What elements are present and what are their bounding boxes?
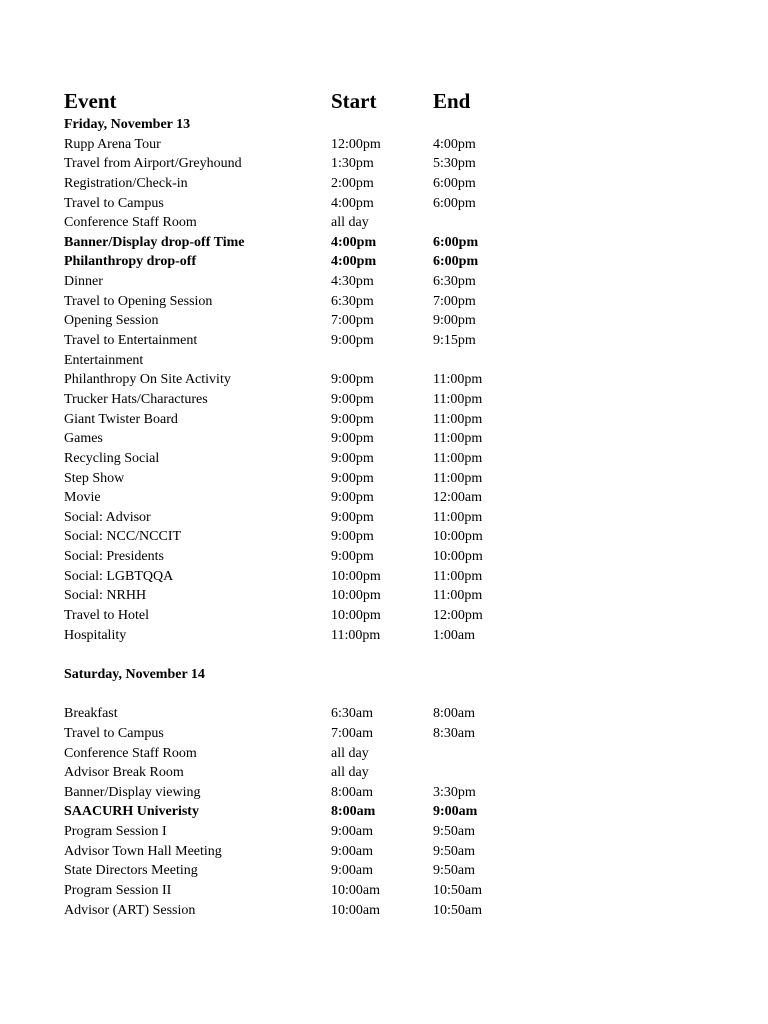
end-time-cell: 10:50am — [433, 882, 482, 898]
event-cell: Step Show — [64, 470, 125, 486]
end-time-cell: 10:00pm — [433, 549, 483, 565]
start-time-cell: all day — [331, 765, 369, 781]
event-cell: Dinner — [64, 274, 103, 290]
event-cell: Saturday, November 14 — [64, 666, 205, 682]
start-time-cell: 9:00am — [331, 843, 373, 859]
end-time-cell: 9:50am — [433, 843, 475, 859]
schedule-row — [0, 390, 768, 410]
end-time-cell: 1:00am — [433, 627, 475, 643]
schedule-row — [0, 252, 768, 272]
schedule-header — [0, 86, 768, 116]
end-time-cell: 9:50am — [433, 824, 475, 840]
schedule-row — [0, 802, 768, 822]
blank-row — [0, 645, 768, 665]
start-time-cell: 10:00pm — [331, 588, 381, 604]
end-time-cell: 9:00am — [433, 804, 478, 820]
schedule-row — [0, 135, 768, 155]
end-time-cell: 9:50am — [433, 863, 475, 879]
event-cell: Social: NCC/NCCIT — [64, 529, 182, 545]
start-time-cell: 9:00pm — [331, 372, 374, 388]
end-time-cell: 8:30am — [433, 725, 475, 741]
start-time-cell: 4:30pm — [331, 274, 374, 290]
event-cell: Conference Staff Room — [64, 745, 197, 761]
event-cell: Travel to Campus — [64, 725, 164, 741]
end-time-cell: 5:30pm — [433, 156, 476, 172]
event-cell: SAACURH Univeristy — [64, 804, 199, 820]
end-time-cell: 12:00am — [433, 490, 482, 506]
start-time-cell: 9:00pm — [331, 549, 374, 565]
event-cell: Philanthropy On Site Activity — [64, 372, 231, 388]
schedule-row — [0, 842, 768, 862]
schedule-row — [0, 213, 768, 233]
schedule-row — [0, 626, 768, 646]
end-time-cell: 11:00pm — [433, 391, 483, 407]
schedule-row — [0, 331, 768, 351]
end-time-cell: 4:00pm — [433, 136, 476, 152]
start-column-header: Start — [331, 89, 377, 113]
end-time-cell: 6:00pm — [433, 254, 479, 270]
event-cell: Program Session I — [64, 824, 167, 840]
schedule-row — [0, 233, 768, 253]
event-cell: Social: LGBTQQA — [64, 568, 174, 584]
blank-row — [0, 685, 768, 705]
schedule-row — [0, 901, 768, 921]
event-cell: Movie — [64, 490, 101, 506]
event-cell: Breakfast — [64, 706, 118, 722]
section-heading-row — [0, 115, 768, 135]
start-time-cell: 10:00pm — [331, 568, 381, 584]
event-cell: Social: Advisor — [64, 509, 151, 525]
event-cell: Advisor Break Room — [64, 765, 184, 781]
start-time-cell: 4:00pm — [331, 195, 374, 211]
end-time-cell: 11:00pm — [433, 450, 483, 466]
end-time-cell: 10:50am — [433, 902, 482, 918]
start-time-cell: 12:00pm — [331, 136, 381, 152]
start-time-cell: 9:00pm — [331, 391, 374, 407]
event-cell: Travel to Entertainment — [64, 333, 198, 349]
schedule-row — [0, 881, 768, 901]
start-time-cell: 10:00pm — [331, 608, 381, 624]
start-time-cell: 9:00pm — [331, 333, 374, 349]
end-time-cell: 6:00pm — [433, 175, 476, 191]
start-time-cell: 9:00pm — [331, 411, 374, 427]
event-cell: Hospitality — [64, 627, 127, 643]
start-time-cell: 6:30am — [331, 706, 373, 722]
schedule-table — [0, 115, 768, 920]
event-cell: Recycling Social — [64, 450, 160, 466]
event-cell: Conference Staff Room — [64, 215, 197, 231]
schedule-row — [0, 469, 768, 489]
schedule-row — [0, 154, 768, 174]
start-time-cell: 8:00am — [331, 784, 373, 800]
end-time-cell: 6:00pm — [433, 195, 476, 211]
schedule-row — [0, 547, 768, 567]
start-time-cell: all day — [331, 745, 369, 761]
event-cell: Travel from Airport/Greyhound — [64, 156, 242, 172]
end-time-cell: 8:00am — [433, 706, 475, 722]
schedule-row — [0, 370, 768, 390]
end-time-cell: 11:00pm — [433, 470, 483, 486]
event-cell: Banner/Display drop-off Time — [64, 234, 245, 250]
start-time-cell: 9:00pm — [331, 431, 374, 447]
schedule-row — [0, 508, 768, 528]
event-cell: Travel to Campus — [64, 195, 164, 211]
event-cell: State Directors Meeting — [64, 863, 198, 879]
event-cell: Trucker Hats/Charactures — [64, 391, 208, 407]
event-cell: Social: NRHH — [64, 588, 147, 604]
event-cell: Social: Presidents — [64, 549, 164, 565]
end-time-cell: 11:00pm — [433, 568, 483, 584]
schedule-row — [0, 174, 768, 194]
end-time-cell: 12:00pm — [433, 608, 483, 624]
start-time-cell: 4:00pm — [331, 254, 377, 270]
event-cell: Program Session II — [64, 882, 172, 898]
event-cell: Advisor Town Hall Meeting — [64, 843, 222, 859]
schedule-row — [0, 527, 768, 547]
end-time-cell: 9:00pm — [433, 313, 476, 329]
end-time-cell: 11:00pm — [433, 411, 483, 427]
schedule-row — [0, 606, 768, 626]
schedule-row — [0, 822, 768, 842]
schedule-row — [0, 194, 768, 214]
end-time-cell: 10:00pm — [433, 529, 483, 545]
schedule-row — [0, 744, 768, 764]
event-cell: Giant Twister Board — [64, 411, 178, 427]
start-time-cell: 11:00pm — [331, 627, 381, 643]
event-cell: Advisor (ART) Session — [64, 902, 196, 918]
schedule-row — [0, 272, 768, 292]
schedule-row — [0, 724, 768, 744]
end-time-cell: 9:15pm — [433, 333, 476, 349]
start-time-cell: 9:00pm — [331, 490, 374, 506]
end-time-cell: 7:00pm — [433, 293, 476, 309]
event-cell: Travel to Opening Session — [64, 293, 213, 309]
start-time-cell: 1:30pm — [331, 156, 374, 172]
start-time-cell: 9:00pm — [331, 509, 374, 525]
section-heading-row — [0, 665, 768, 685]
start-time-cell: 9:00am — [331, 863, 373, 879]
schedule-row — [0, 586, 768, 606]
event-cell: Rupp Arena Tour — [64, 136, 161, 152]
schedule-row — [0, 763, 768, 783]
start-time-cell: all day — [331, 215, 369, 231]
end-time-cell: 3:30pm — [433, 784, 476, 800]
end-time-cell: 11:00pm — [433, 431, 483, 447]
schedule-row — [0, 567, 768, 587]
start-time-cell: 7:00pm — [331, 313, 374, 329]
start-time-cell: 7:00am — [331, 725, 373, 741]
schedule-row — [0, 704, 768, 724]
event-cell: Banner/Display viewing — [64, 784, 201, 800]
end-time-cell: 11:00pm — [433, 509, 483, 525]
start-time-cell: 9:00pm — [331, 450, 374, 466]
end-time-cell: 6:00pm — [433, 234, 479, 250]
start-time-cell: 9:00am — [331, 824, 373, 840]
event-cell: Friday, November 13 — [64, 117, 191, 132]
event-cell: Registration/Check-in — [64, 175, 188, 191]
schedule-row — [0, 351, 768, 371]
schedule-row — [0, 783, 768, 803]
event-cell: Travel to Hotel — [64, 608, 150, 624]
event-cell: Opening Session — [64, 313, 159, 329]
schedule-row — [0, 449, 768, 469]
event-cell: Entertainment — [64, 352, 144, 368]
schedule-row — [0, 311, 768, 331]
end-column-header: End — [433, 89, 471, 113]
end-time-cell: 6:30pm — [433, 274, 476, 290]
event-cell: Philanthropy drop-off — [64, 254, 197, 270]
start-time-cell: 4:00pm — [331, 234, 377, 250]
schedule-row — [0, 410, 768, 430]
start-time-cell: 8:00am — [331, 804, 376, 820]
schedule-row — [0, 429, 768, 449]
start-time-cell: 9:00pm — [331, 529, 374, 545]
start-time-cell: 2:00pm — [331, 175, 374, 191]
start-time-cell: 10:00am — [331, 882, 380, 898]
event-column-header: Event — [64, 89, 117, 113]
schedule-row — [0, 861, 768, 881]
end-time-cell: 11:00pm — [433, 588, 483, 604]
schedule-row — [0, 488, 768, 508]
start-time-cell: 9:00pm — [331, 470, 374, 486]
end-time-cell: 11:00pm — [433, 372, 483, 388]
event-cell: Games — [64, 431, 103, 447]
start-time-cell: 10:00am — [331, 902, 380, 918]
start-time-cell: 6:30pm — [331, 293, 374, 309]
schedule-row — [0, 292, 768, 312]
